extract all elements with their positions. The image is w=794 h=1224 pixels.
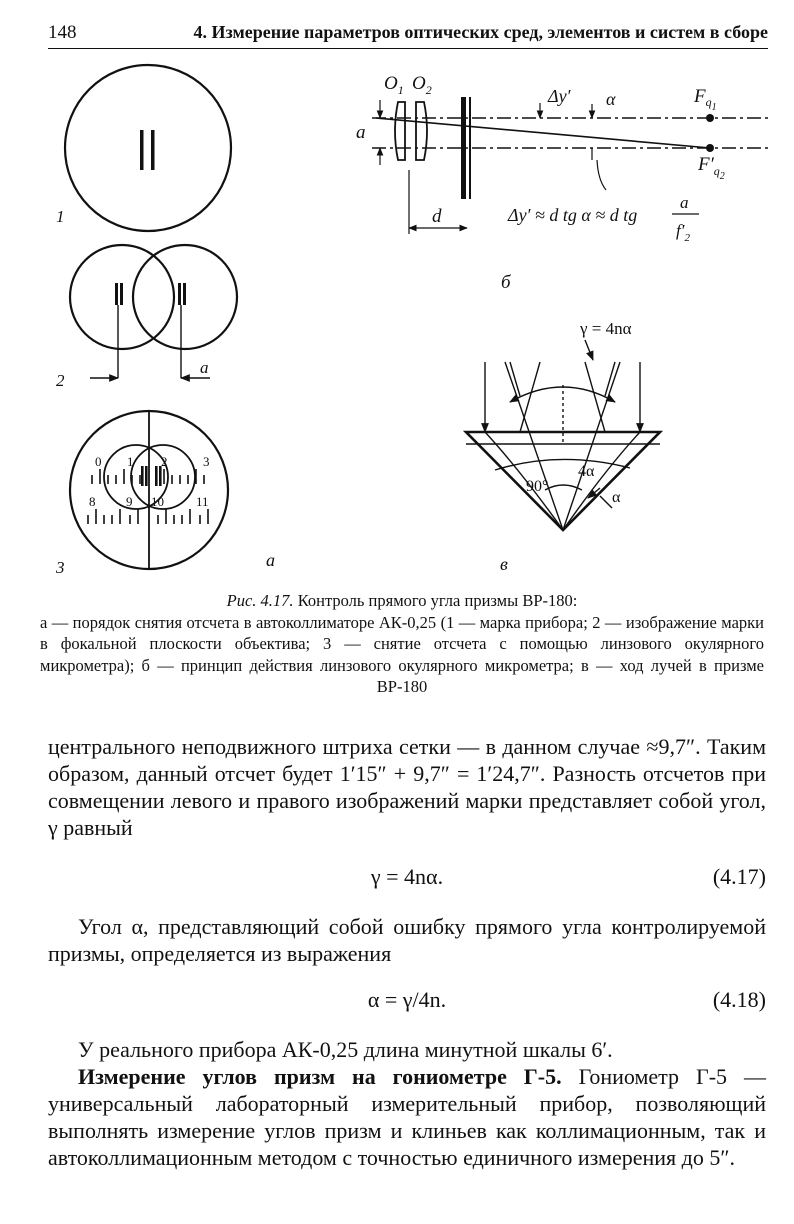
paragraph-4: [48, 1063, 766, 1171]
label-angle-a: α: [612, 489, 621, 506]
equation-4-17-number: (4.17): [712, 864, 766, 889]
equation-4-18-number: (4.18): [712, 987, 766, 1012]
formula-numerator: a: [680, 193, 689, 212]
mark-images-2: [70, 245, 237, 378]
caption-body: а — порядок снятия отсчета в автоколлиматоре АК-0,25 (1 — марка прибора; 2 — изображение марки в фокальной плоскости объектива; 3 — снятие отсчета с помощью линзового окулярного микрометра); б — принцип действия линзового окулярного микрометра; в — ход лучей в призме ВР-180: [40, 612, 764, 696]
mark-circle-1: [65, 65, 231, 231]
label-angle-4a: 4α: [578, 463, 595, 480]
scale-number-11: 11: [196, 494, 209, 509]
panel-label-v: в: [500, 554, 508, 574]
label-angle-90: 90°: [526, 478, 549, 495]
sub-label-1: 1: [56, 207, 65, 226]
label-alpha-b: α: [606, 89, 616, 109]
running-title: 4. Измерение параметров оптических сред, элементов и систем в сборе: [193, 22, 768, 42]
scale-number-10: 10: [151, 494, 164, 509]
panel-label-a: a: [266, 550, 275, 570]
paragraph-1: центрального неподвижного штриха сетки — в данном случае ≈9,7″. Таким образом, данный отсчет будет 1′15″ + 9,7″ = 1′24,7″. Разность отсчетов при совмещении левого и правого изображений марки представляет собой угол, γ равный: [48, 734, 766, 840]
scale-number-1: 1: [127, 454, 134, 469]
sub-label-2: 2: [56, 371, 65, 390]
equation-4-17: [48, 864, 766, 892]
panel-label-b: б: [501, 272, 511, 293]
scale-number-8: 8: [89, 494, 96, 509]
label-a-b: a: [356, 122, 366, 143]
micrometer-reading-3: [70, 411, 228, 569]
page-number: 148: [48, 22, 77, 43]
sub-label-3: 3: [56, 558, 65, 577]
caption-label: Рис. 4.17.: [226, 591, 294, 610]
equation-4-18: [48, 987, 766, 1015]
paragraph-4-text: Гониометр Г-5 — универсальный лабораторный измерительный прибор, позволяющий выполнять измерение углов призм и клиньев как коллимационным, так и автоколлимационным методом с точностью единичного измерения до 5″.: [48, 1064, 767, 1170]
panel-v-labels: [500, 319, 632, 574]
formula-delta-y: Δy′ ≈ d tg α ≈ d tg: [508, 205, 638, 225]
label-delta-y: Δy′: [548, 86, 571, 106]
run-in-heading: Измерение углов призм на гониометре Г-5.: [78, 1064, 562, 1089]
caption-title: Контроль прямого угла призмы ВР-180:: [297, 591, 578, 610]
equation-4-17-expression: γ = 4nα.: [370, 864, 444, 889]
equation-4-18-expression: α = γ/4n.: [367, 987, 447, 1012]
paragraph-2: Угол α, представляющий собой ошибку прямого угла контролируемой призмы, определяется из выражения: [48, 914, 766, 966]
label-o1: $O_1$: [384, 73, 404, 97]
label-fq1: $F_{q1}$: [694, 86, 717, 113]
dimension-a-label: a: [200, 358, 209, 377]
label-fq2: $F'_{q2}$: [698, 154, 725, 182]
panel-v: [466, 340, 660, 530]
scale-number-3: 3: [203, 454, 210, 469]
scale-number-2: 2: [161, 454, 168, 469]
label-d: d: [432, 206, 442, 227]
formula-denominator: $f'_2$: [676, 221, 690, 244]
scale-number-0: 0: [95, 454, 102, 469]
label-o2: $O_2$: [412, 73, 432, 97]
figure-caption: [40, 590, 764, 698]
figure-4-17: [0, 0, 794, 590]
paragraph-3: У реального прибора АК-0,25 длина минутной шкалы 6′.: [78, 1037, 613, 1062]
label-gamma: γ = 4nα: [580, 319, 632, 338]
scale-number-9: 9: [126, 494, 133, 509]
caption-title-row: [40, 590, 764, 612]
